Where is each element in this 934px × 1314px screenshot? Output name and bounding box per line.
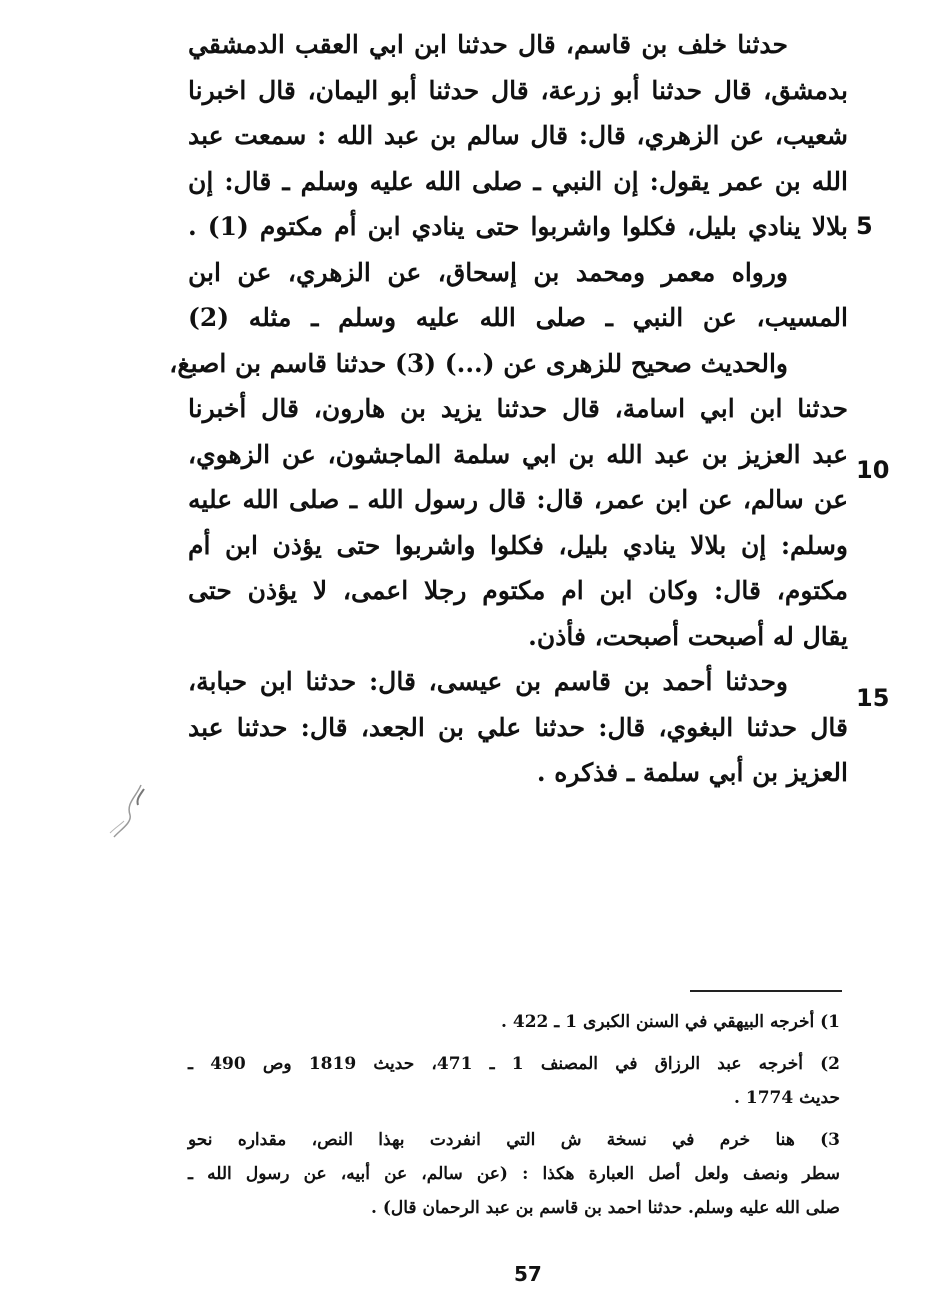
ink-smudge-mark bbox=[96, 775, 166, 845]
line-number-5: 5 bbox=[856, 212, 873, 240]
text-line: بدمشق، قال حدثنا أبو زرعة، قال حدثنا أبو اليمان، قال اخبرنا bbox=[188, 75, 848, 105]
line-number-10: 10 bbox=[856, 456, 890, 484]
text-line: مكتوم، قال: وكان ابن ام مكتوم رجلا اعمى، لا يؤذن حتى bbox=[188, 576, 848, 605]
text-line: ورواه معمر ومحمد بن إسحاق، عن الزهري، عن ابن bbox=[188, 257, 788, 287]
footnote-3: 3) هنا خرم في نسخة ش التي انفردت بهذا النص، مقداره نحو bbox=[188, 1130, 841, 1150]
text-line: الله بن عمر يقول: إن النبي ـ صلى الله عليه وسلم ـ قال: إن bbox=[188, 166, 848, 196]
footnote-3-cont: صلى الله عليه وسلم. حدثنا احمد بن قاسم بن عبد الرحمان قال) . bbox=[371, 1198, 840, 1218]
text-line: شعيب، عن الزهري، قال: قال سالم بن عبد الله : سمعت عبد bbox=[188, 121, 848, 150]
text-line: العزيز بن أبي سلمة ـ فذكره . bbox=[536, 758, 848, 787]
text-line: عن سالم، عن ابن عمر، قال: قال رسول الله ـ صلى الله عليه bbox=[188, 485, 848, 514]
footnotes bbox=[188, 1005, 840, 1225]
line-number-15: 15 bbox=[856, 684, 890, 712]
text-line: قال حدثنا البغوي، قال: حدثنا علي بن الجعد، قال: حدثنا عبد bbox=[188, 712, 848, 742]
text-line: وحدثنا أحمد بن قاسم بن عيسى، قال: حدثنا ابن حبابة، bbox=[188, 667, 788, 696]
footnote-2: 2) أخرجه عبد الرزاق في المصنف 1 ـ 471، حديث 1819 وص 490 ـ bbox=[188, 1054, 841, 1074]
footnote-1: 1) أخرجه البيهقي في السنن الكبرى 1 ـ 422 . bbox=[501, 1012, 840, 1032]
page-number: 57 bbox=[514, 1262, 542, 1286]
text-line: حدثنا خلف بن قاسم، قال حدثنا ابن ابي العقب الدمشقي bbox=[188, 30, 788, 59]
main-text bbox=[169, 22, 849, 796]
text-line: وسلم: إن بلالا ينادي بليل، فكلوا واشربوا حتى يؤذن ابن أم bbox=[188, 530, 848, 560]
footnote-3-cont: سطر ونصف ولعل أصل العبارة هكذا : (عن سالم، عن أبيه، عن رسول الله ـ bbox=[188, 1164, 840, 1184]
footnote-separator bbox=[690, 990, 842, 992]
text-line: حدثنا ابن ابي اسامة، قال حدثنا يزيد بن هارون، قال أخبرنا bbox=[188, 394, 848, 423]
text-line: بلالا ينادي بليل، فكلوا واشربوا حتى ينادي ابن أم مكتوم (1) . bbox=[188, 212, 848, 241]
text-line: عبد العزيز بن عبد الله بن ابي سلمة الماجشون، عن الزهوي، bbox=[188, 439, 848, 469]
text-line: يقال له أصبحت أصبحت، فأذن. bbox=[528, 621, 848, 651]
text-line: والحديث صحيح للزهرى عن (...) (3) حدثنا قاسم بن اصبغ، bbox=[169, 348, 788, 378]
text-line: المسيب، عن النبي ـ صلى الله عليه وسلم ـ مثله (2) bbox=[188, 303, 849, 332]
footnote-2-cont: حديث 1774 . bbox=[734, 1088, 840, 1108]
